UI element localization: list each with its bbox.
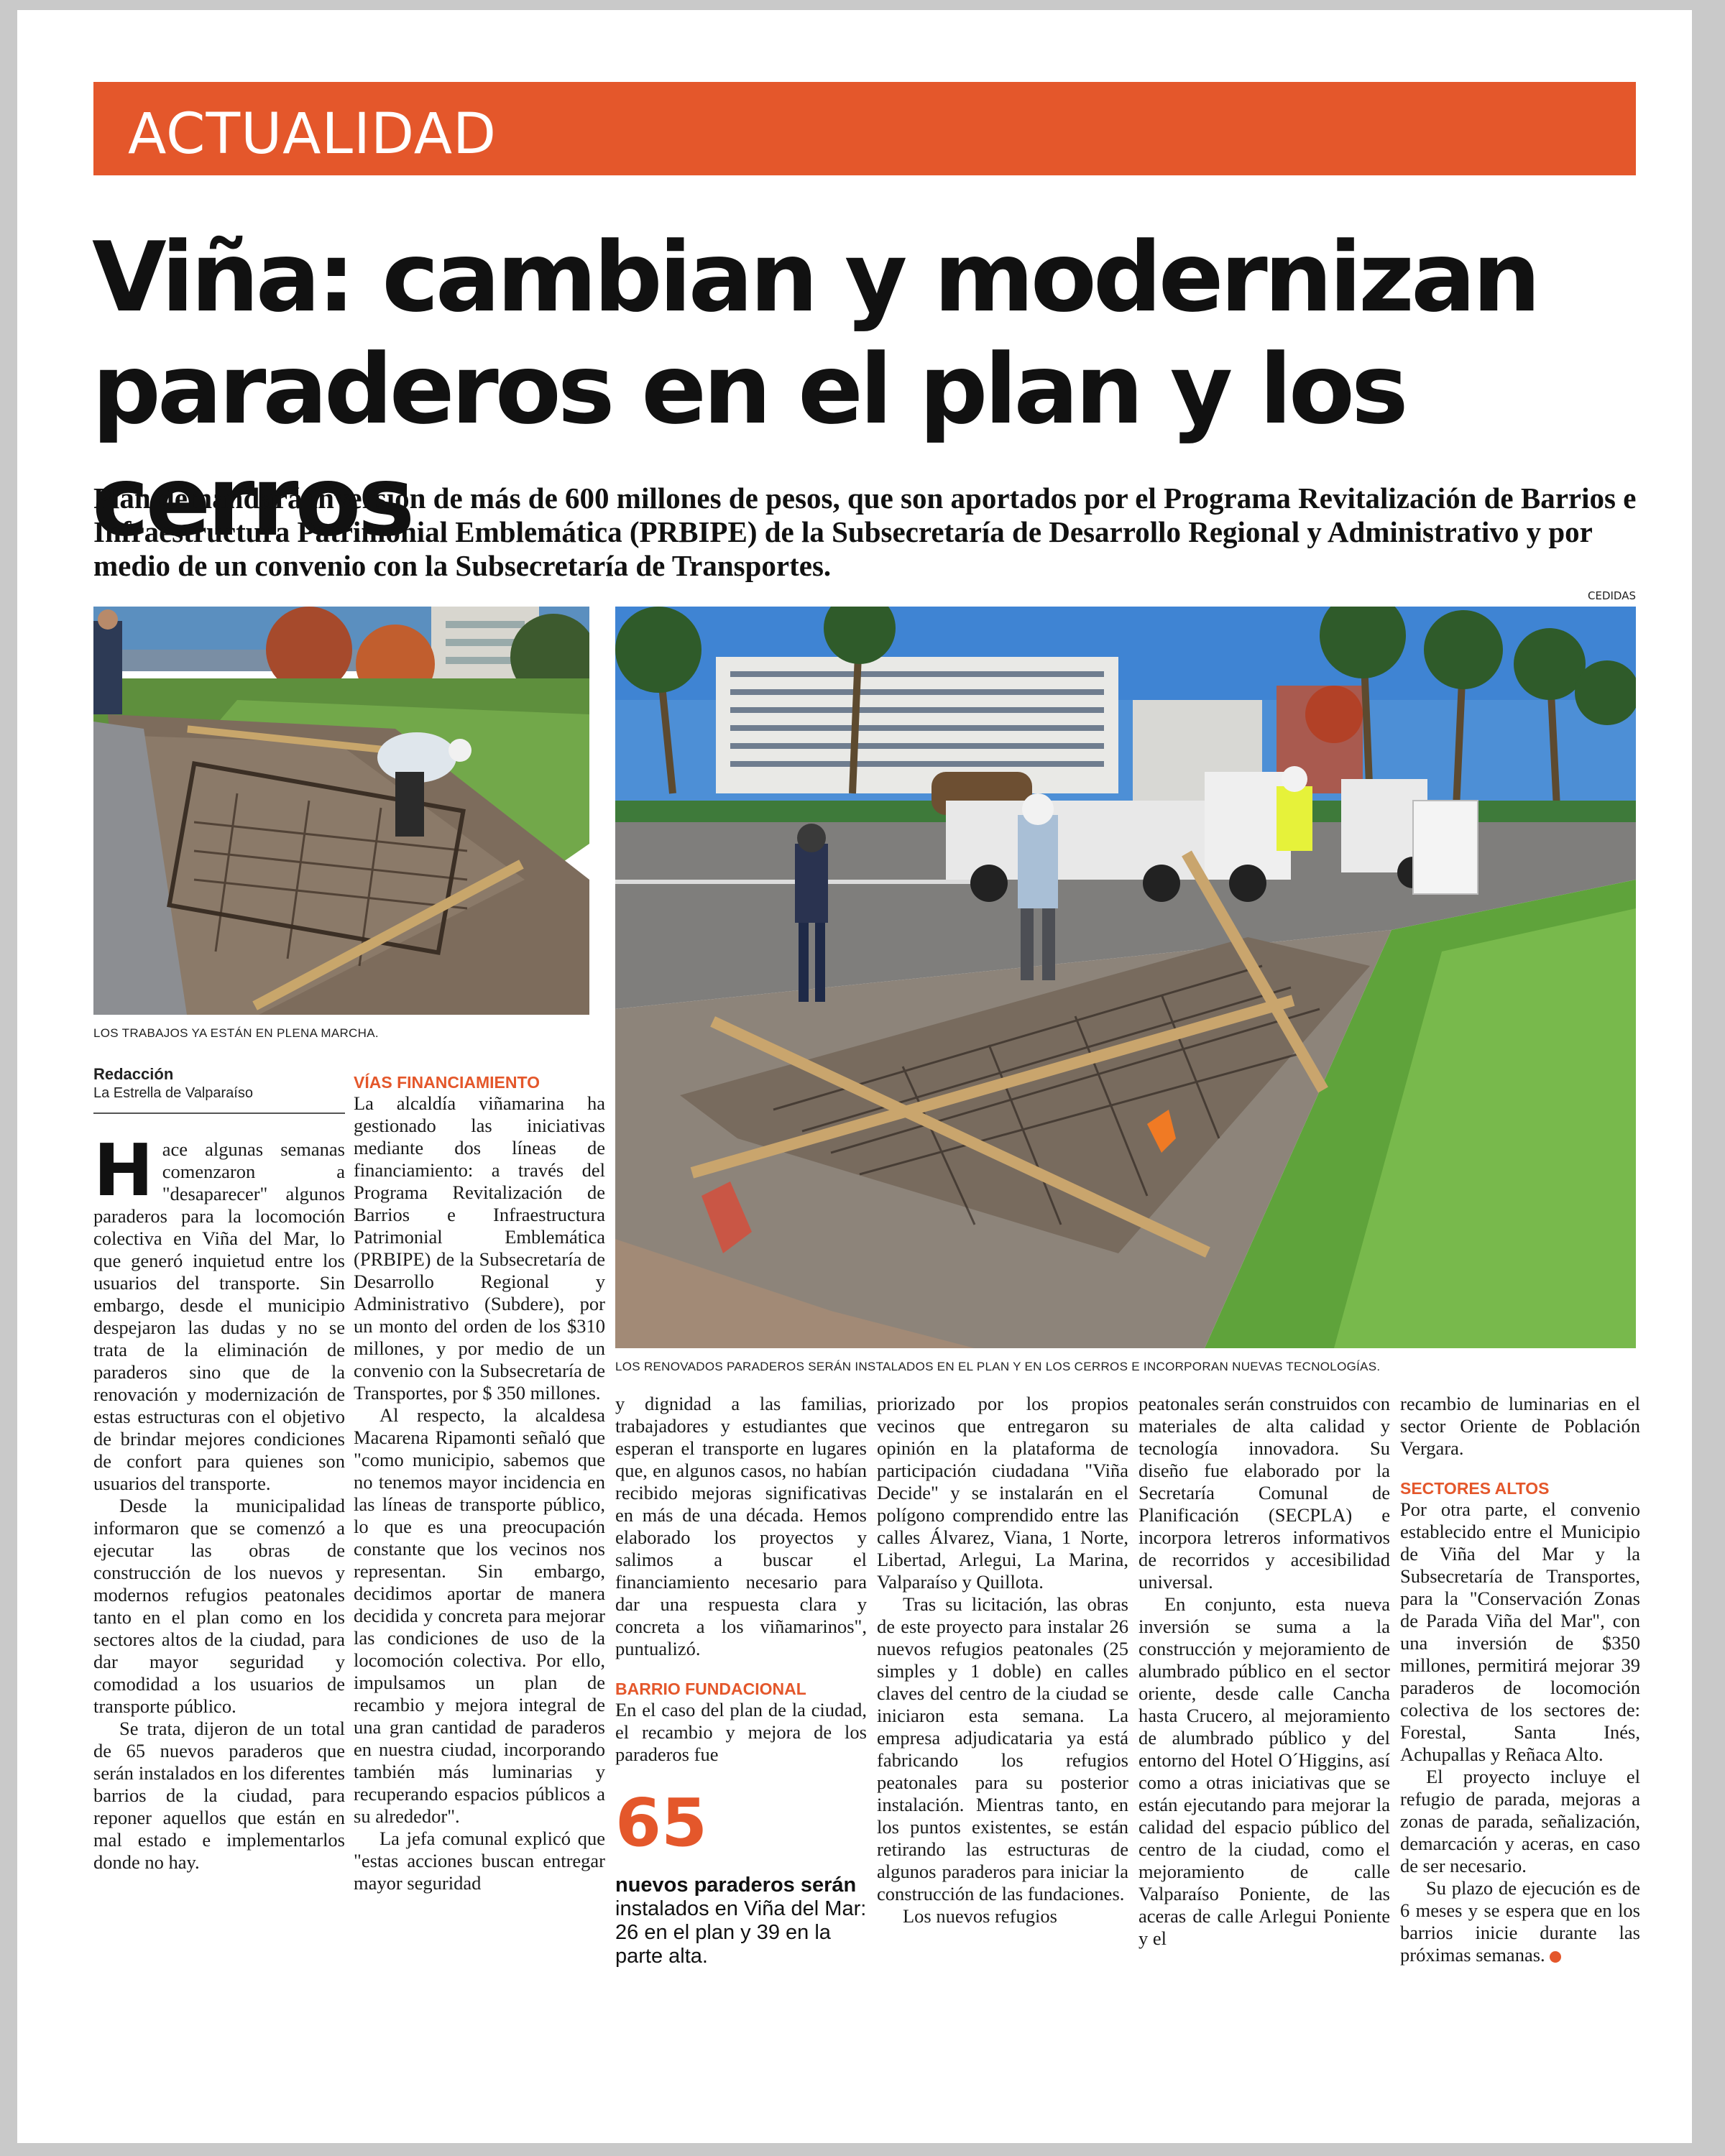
photo-caption-main: LOS RENOVADOS PARADEROS SERÁN INSTALADOS EN EL PLAN Y EN LOS CERROS E INCORPORAN NUEVAS TECNOLOGÍAS. [615, 1360, 1381, 1373]
drop-cap: H [93, 1128, 154, 1212]
deck: Plan demandará inversión de más de 600 millones de pesos, que son aportados por el Programa Revitalización de Barrios e Infraestructura Patrimonial Emblemática (PRBIPE) de la Subsecretaría de Desarrollo Regional y Administrativo y por medio de un convenio con la Subsecretaría de Transportes. [93, 482, 1637, 582]
article-paragraph: Por otra parte, el convenio establecido entre el Municipio de Viña del Mar y la Subsecretaría de Transportes, para la "Conservación Zonas de Parada Viña del Mar", con una inversión de $350 millones, permitirá mejorar 39 paraderos de locomoción colectiva de los sectores de: Forestal, Santa Inés, Achupallas y Reñaca Alto. [1400, 1498, 1640, 1765]
article-paragraph: La jefa comunal explicó que "estas acciones buscan entregar mayor seguridad [354, 1828, 605, 1894]
subheading-sectores-altos: SECTORES ALTOS [1400, 1479, 1550, 1498]
factoid-bold: nuevos paraderos serán [615, 1874, 857, 1897]
article-paragraph: Al respecto, la alcaldesa Macarena Ripamonti señaló que "como municipio, sabemos que no tenemos mayor incidencia en las líneas de transporte público, lo que es una preocupación constante que los vecinos nos representan. Sin embargo, decidimos aportar de manera decidida y concreta para mejorar las condiciones de uso de la locomoción colectiva. Por ello, impulsamos un plan de recambio y mejora integral de una gran cantidad de paraderos en nuestra ciudad, incorporando también más luminarias y recuperando espacios públicos a su alrededor". [354, 1404, 605, 1827]
article-paragraph: Los nuevos refugios [903, 1905, 1057, 1927]
photo-bus-stop-works [615, 607, 1636, 1348]
subheading-vias-financiamiento: VÍAS FINANCIAMIENTO [354, 1073, 540, 1092]
article-paragraph: Desde la municipalidad informaron que se comenzó a ejecutar las obras de construcción de los nuevos y modernos refugios peatonales tanto en el plan como en los sectores altos de la ciudad, para dar mayor seguridad y comodidad a los usuarios de transporte público. [93, 1495, 345, 1717]
article-column-4 [877, 1393, 1128, 1927]
article-paragraph: recambio de luminarias en el sector Oriente de Población Vergara. [1400, 1393, 1640, 1459]
headline: Viña: cambian y modernizan paraderos en el plan y los cerros [92, 221, 1537, 558]
byline-outlet: La Estrella de Valparaíso [93, 1085, 253, 1101]
end-mark-icon [1550, 1951, 1561, 1963]
article-paragraph: priorizado por los propios vecinos que entregaron su opinión en la plataforma de participación ciudadana "Viña Decide" y se instalarán en el polígono comprendido entre las calles Álvarez, Viana, 1 Norte, Libertad, Arlegui, La Marina, Valparaíso y Quillota. [877, 1393, 1128, 1593]
article-paragraph: Hace algunas semanas comenzaron a "desaparecer" algunos paraderos para la locomoción colectiva en Viña del Mar, lo que generó inquietud entre los usuarios del transporte. Sin embargo, desde el municipio despejaron las dudas y no se trata de la eliminación de paraderos sino que de la renovación y modernización de estas estructuras con el objetivo de brindar mejores condiciones de confort para quienes son usuarios del transporte. [93, 1128, 345, 1494]
section-title: ACTUALIDAD [128, 102, 497, 167]
article-paragraph: En conjunto, esta nueva inversión se suma a la construcción y mejoramiento de alumbrado público en el sector oriente, desde calle Cancha hasta Crucero, al mejoramiento de alumbrado público y del entorno del Hotel O´Higgins, así como a otras iniciativas que se están ejecutando para mejorar la calidad del espacio público del centro de la ciudad, como el mejoramiento de calle Valparaíso Poniente, de las aceras de calle Arlegui Poniente y el [1138, 1593, 1390, 1949]
article-paragraph: Su plazo de ejecución es de 6 meses y se espera que en los barrios inicie durante las próximas semanas. [1400, 1877, 1640, 1966]
article-paragraph: Se trata, dijeron de un total de 65 nuevos paraderos que serán instalados en los diferentes barrios de la ciudad, para reponer aquellos que están en mal estado e implementarlos donde no hay. [93, 1718, 345, 1873]
article-paragraph: La alcaldía viñamarina ha gestionado las iniciativas mediante dos líneas de financiamiento: a través del Programa Revitalización de Barrios e Infraestructura Patrimonial Emblemática (PRBIPE) de la Subsecretaría de Desarrollo Regional y Administrativo (Subdere), por un monto del orden de los $310 millones, y por medio de un convenio con la Subsecretaría de Transportes, por $ 350 millones. [354, 1092, 605, 1404]
factoid-rest: instalados en Viña del Mar: 26 en el plan y 39 en la parte alta. [615, 1897, 867, 1968]
byline-name: Redacción [93, 1065, 174, 1083]
factoid-text [615, 1874, 867, 1968]
photo-construction-worker [93, 607, 589, 1015]
article-column-3 [615, 1393, 867, 1968]
article-column-2 [354, 1072, 605, 1894]
byline [93, 1065, 253, 1102]
article-paragraph: y dignidad a las familias, trabajadores y estudiantes que esperan el transporte en lugares que, en algunos casos, no habían recibido mejoras significativas en más de una década. Hemos elaborado los proyectos y salimos a buscar el financiamiento necesario para dar una respuesta clara y concreta a los viñamarinos", puntualizó. [615, 1393, 867, 1659]
article-paragraph: peatonales serán construidos con materiales de alta calidad y tecnología innovadora. Su diseño fue elaborado por la Secretaría Comunal de Planificación (SECPLA) e incorpora letreros informativos de recorridos y accesibilidad universal. [1138, 1393, 1390, 1593]
photo-caption-left: LOS TRABAJOS YA ESTÁN EN PLENA MARCHA. [93, 1026, 379, 1040]
article-column-5 [1138, 1393, 1390, 1950]
article-paragraph: El proyecto incluye el refugio de parada, mejoras a zonas de parada, señalización, demarcación y aceras, en caso de ser necesario. [1400, 1766, 1640, 1876]
factoid-number: 65 [615, 1784, 708, 1861]
newspaper-page [17, 10, 1692, 2143]
photo-credit: CEDIDAS [1588, 589, 1636, 602]
byline-rule [93, 1112, 345, 1114]
article-column-6 [1400, 1393, 1640, 1966]
article-paragraph: Tras su licitación, las obras de este proyecto para instalar 26 nuevos refugios peatonales (25 simples y 1 doble) en calles claves del centro de la ciudad se iniciaron esta semana. La empresa adjudicataria ya está fabricando los refugios peatonales para su posterior instalación. Mientras tanto, en los puntos existentes, se están retirando las estructuras de algunos paraderos para iniciar la construcción de las fundaciones. [877, 1593, 1128, 1904]
section-banner [93, 82, 1636, 175]
article-column-1 [93, 1128, 345, 1874]
subheading-barrio-fundacional: BARRIO FUNDACIONAL [615, 1680, 806, 1698]
article-paragraph: En el caso del plan de la ciudad, el recambio y mejora de los paraderos fue [615, 1699, 867, 1765]
